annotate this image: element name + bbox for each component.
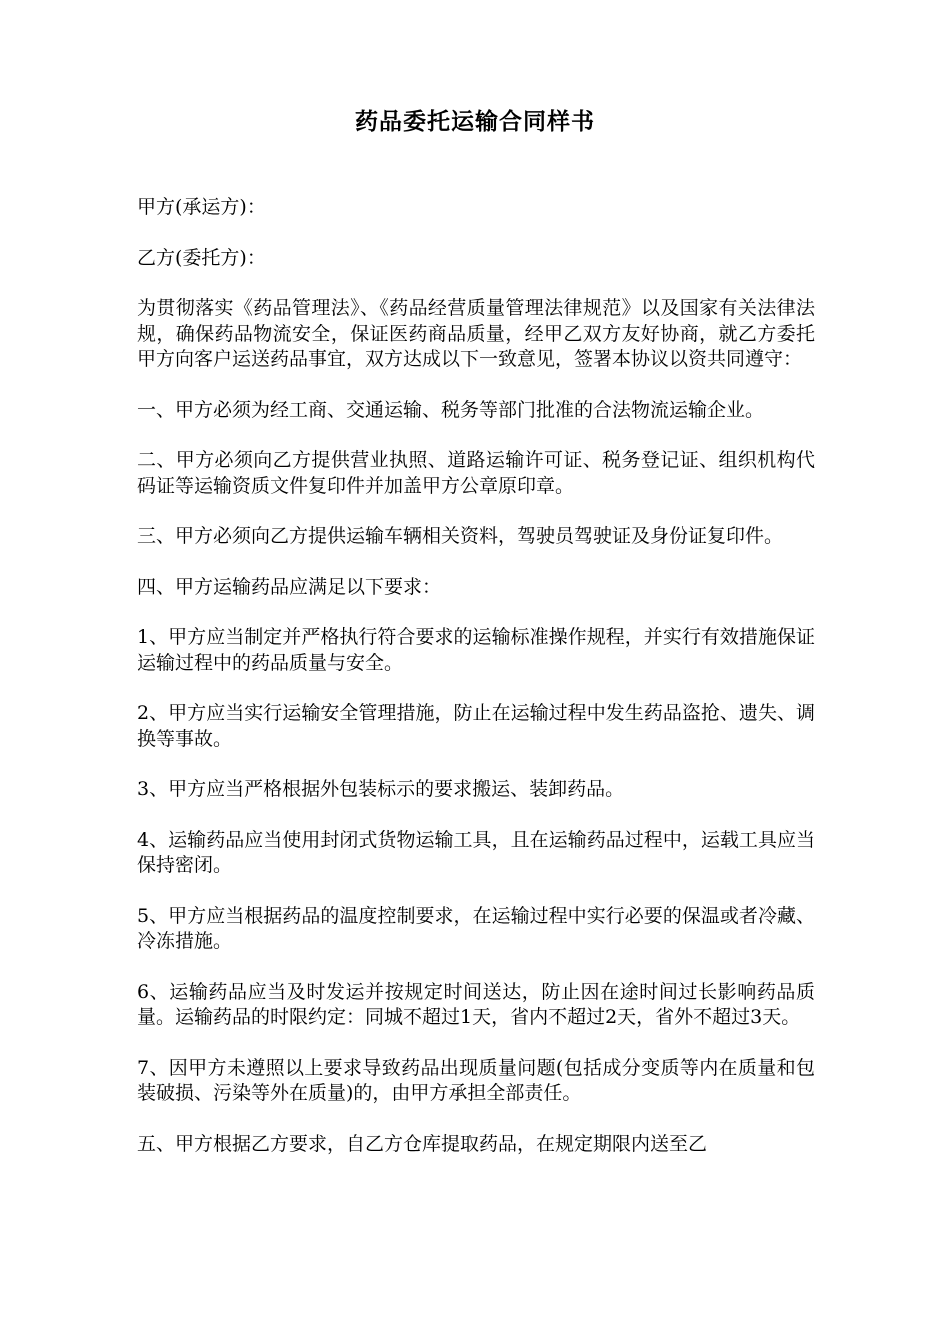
- clause-4-item-5: 5、甲方应当根据药品的温度控制要求，在运输过程中实行必要的保温或者冷藏、冷冻措施。: [137, 904, 815, 952]
- clause-5: 五、甲方根据乙方要求，自乙方仓库提取药品，在规定期限内送至乙: [137, 1132, 708, 1155]
- clause-4-item-2: 2、甲方应当实行运输安全管理措施，防止在运输过程中发生药品盗抢、遗失、调换等事故。: [137, 702, 815, 750]
- party-b-line: 乙方(委托方)：: [137, 246, 266, 269]
- document-body: [137, 195, 815, 1182]
- clause-1: 一、甲方必须为经工商、交通运输、税务等部门批准的合法物流运输企业。: [137, 398, 765, 421]
- party-a-line: 甲方(承运方)：: [137, 196, 266, 218]
- clause-4-item-1: 1、甲方应当制定并严格执行符合要求的运输标准操作规程，并实行有效措施保证运输过程中的药品质量与安全。: [137, 626, 815, 674]
- preamble-paragraph: 为贯彻落实《药品管理法》、《药品经营质量管理法律规范》以及国家有关法律法规，确保药品物流安全，保证医药商品质量，经甲乙双方友好协商，就乙方委托甲方向客户运送药品事宜，双方达成以下一致意见，签署本协议以资共同遵守：: [137, 297, 815, 370]
- document-title: 药品委托运输合同样书: [355, 109, 595, 135]
- clause-4: 四、甲方运输药品应满足以下要求：: [137, 575, 442, 598]
- clause-4-item-4: 4、运输药品应当使用封闭式货物运输工具，且在运输药品过程中，运载工具应当保持密闭。: [137, 828, 815, 876]
- clause-4-item-7: 7、因甲方未遵照以上要求导致药品出现质量问题(包括成分变质等内在质量和包装破损、污染等外在质量)的，由甲方承担全部责任。: [137, 1056, 815, 1104]
- clause-4-item-6: 6、运输药品应当及时发运并按规定时间送达，防止因在途时间过长影响药品质量。运输药品的时限约定：同城不超过1天，省内不超过2天，省外不超过3天。: [137, 980, 815, 1028]
- clause-2: 二、甲方必须向乙方提供营业执照、道路运输许可证、税务登记证、组织机构代码证等运输资质文件复印件并加盖甲方公章原印章。: [137, 449, 815, 497]
- clause-3: 三、甲方必须向乙方提供运输车辆相关资料，驾驶员驾驶证及身份证复印件。: [137, 525, 784, 547]
- clause-4-item-3: 3、甲方应当严格根据外包装标示的要求搬运、装卸药品。: [137, 778, 625, 800]
